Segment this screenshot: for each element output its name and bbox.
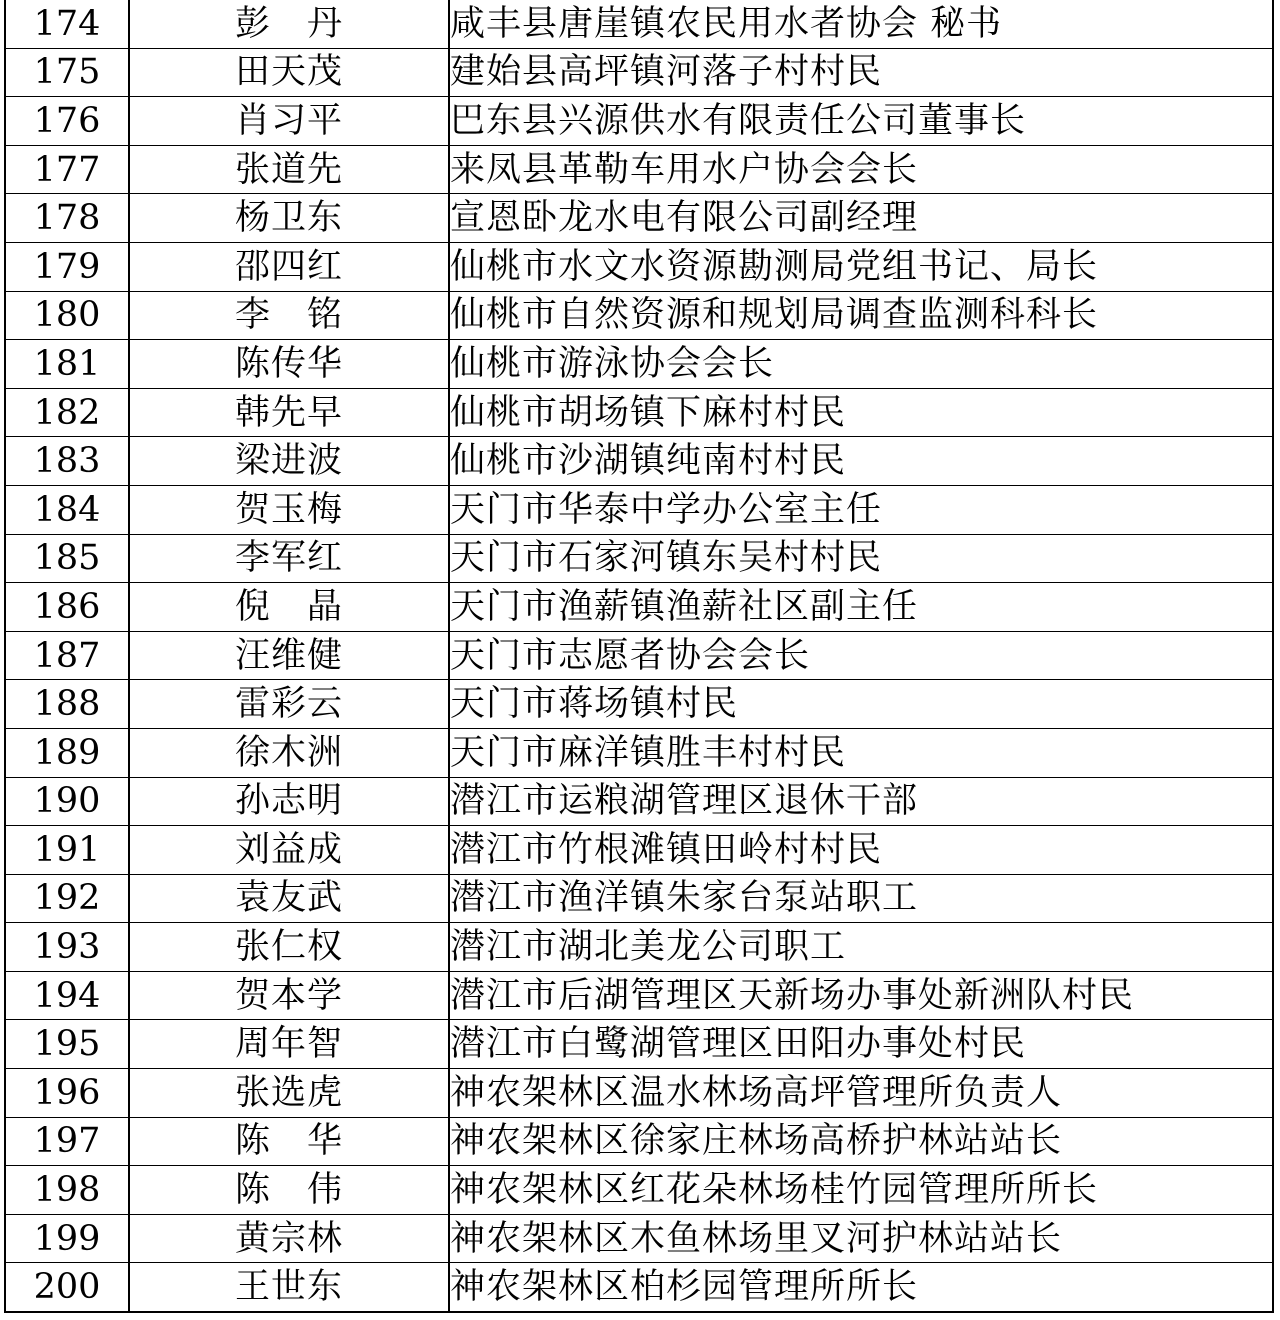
table-row — [5, 534, 1273, 583]
person-name: 孙志明 — [129, 777, 449, 826]
row-number: 179 — [5, 242, 129, 291]
row-number: 190 — [5, 777, 129, 826]
row-number: 181 — [5, 340, 129, 389]
row-number: 183 — [5, 437, 129, 486]
organization-title: 建始县高坪镇河落子村村民 — [449, 48, 1273, 97]
table-row — [5, 1166, 1273, 1215]
person-name: 袁友武 — [129, 874, 449, 923]
table-row — [5, 388, 1273, 437]
table-row — [5, 680, 1273, 729]
organization-title: 神农架林区红花朵林场桂竹园管理所所长 — [449, 1166, 1273, 1215]
organization-title: 潜江市白鹭湖管理区田阳办事处村民 — [449, 1020, 1273, 1069]
person-name: 倪 晶 — [129, 583, 449, 632]
row-number: 186 — [5, 583, 129, 632]
table-row — [5, 48, 1273, 97]
table-row — [5, 1263, 1273, 1312]
table-row — [5, 874, 1273, 923]
organization-title: 神农架林区温水林场高坪管理所负责人 — [449, 1069, 1273, 1118]
person-name: 陈 华 — [129, 1117, 449, 1166]
person-name: 肖习平 — [129, 97, 449, 146]
table-row — [5, 1117, 1273, 1166]
table-row — [5, 0, 1273, 48]
organization-title: 天门市蒋场镇村民 — [449, 680, 1273, 729]
organization-title: 天门市麻洋镇胜丰村村民 — [449, 728, 1273, 777]
row-number: 199 — [5, 1214, 129, 1263]
row-number: 184 — [5, 485, 129, 534]
table-row — [5, 1069, 1273, 1118]
table-row — [5, 291, 1273, 340]
organization-title: 巴东县兴源供水有限责任公司董事长 — [449, 97, 1273, 146]
table-row — [5, 437, 1273, 486]
organization-title: 潜江市湖北美龙公司职工 — [449, 923, 1273, 972]
table-row — [5, 485, 1273, 534]
organization-title: 宣恩卧龙水电有限公司副经理 — [449, 194, 1273, 243]
person-name: 张选虎 — [129, 1069, 449, 1118]
person-name: 贺本学 — [129, 971, 449, 1020]
organization-title: 神农架林区徐家庄林场高桥护林站站长 — [449, 1117, 1273, 1166]
table-row — [5, 826, 1273, 875]
organization-title: 潜江市运粮湖管理区退休干部 — [449, 777, 1273, 826]
organization-title: 来凤县革勒车用水户协会会长 — [449, 145, 1273, 194]
table-row — [5, 97, 1273, 146]
person-name: 张道先 — [129, 145, 449, 194]
table-row — [5, 971, 1273, 1020]
organization-title: 仙桃市水文水资源勘测局党组书记、局长 — [449, 242, 1273, 291]
table-row — [5, 194, 1273, 243]
row-number: 176 — [5, 97, 129, 146]
table-row — [5, 777, 1273, 826]
row-number: 180 — [5, 291, 129, 340]
organization-title: 天门市华泰中学办公室主任 — [449, 485, 1273, 534]
row-number: 177 — [5, 145, 129, 194]
row-number: 196 — [5, 1069, 129, 1118]
person-name: 汪维健 — [129, 631, 449, 680]
person-name: 徐木洲 — [129, 728, 449, 777]
row-number: 197 — [5, 1117, 129, 1166]
person-name: 李军红 — [129, 534, 449, 583]
row-number: 194 — [5, 971, 129, 1020]
organization-title: 天门市志愿者协会会长 — [449, 631, 1273, 680]
row-number: 191 — [5, 826, 129, 875]
row-number: 174 — [5, 0, 129, 48]
roster-sheet — [4, 0, 1272, 1313]
organization-title: 天门市渔薪镇渔薪社区副主任 — [449, 583, 1273, 632]
row-number: 189 — [5, 728, 129, 777]
organization-title: 仙桃市游泳协会会长 — [449, 340, 1273, 389]
person-name: 陈传华 — [129, 340, 449, 389]
row-number: 195 — [5, 1020, 129, 1069]
person-name: 王世东 — [129, 1263, 449, 1312]
organization-title: 仙桃市胡场镇下麻村村民 — [449, 388, 1273, 437]
person-name: 雷彩云 — [129, 680, 449, 729]
row-number: 185 — [5, 534, 129, 583]
table-row — [5, 1214, 1273, 1263]
person-name: 周年智 — [129, 1020, 449, 1069]
organization-title: 潜江市后湖管理区天新场办事处新洲队村民 — [449, 971, 1273, 1020]
table-row — [5, 1020, 1273, 1069]
row-number: 192 — [5, 874, 129, 923]
organization-title: 神农架林区柏杉园管理所所长 — [449, 1263, 1273, 1312]
table-row — [5, 340, 1273, 389]
row-number: 187 — [5, 631, 129, 680]
table-row — [5, 583, 1273, 632]
person-name: 杨卫东 — [129, 194, 449, 243]
row-number: 182 — [5, 388, 129, 437]
person-name: 陈 伟 — [129, 1166, 449, 1215]
person-name: 田天茂 — [129, 48, 449, 97]
person-name: 贺玉梅 — [129, 485, 449, 534]
person-name: 黄宗林 — [129, 1214, 449, 1263]
person-name: 刘益成 — [129, 826, 449, 875]
row-number: 200 — [5, 1263, 129, 1312]
table-row — [5, 923, 1273, 972]
organization-title: 仙桃市自然资源和规划局调查监测科科长 — [449, 291, 1273, 340]
person-name: 邵四红 — [129, 242, 449, 291]
row-number: 188 — [5, 680, 129, 729]
roster-table — [4, 0, 1274, 1313]
person-name: 彭 丹 — [129, 0, 449, 48]
table-row — [5, 631, 1273, 680]
person-name: 李 铭 — [129, 291, 449, 340]
row-number: 198 — [5, 1166, 129, 1215]
organization-title: 潜江市渔洋镇朱家台泵站职工 — [449, 874, 1273, 923]
person-name: 张仁权 — [129, 923, 449, 972]
table-row — [5, 728, 1273, 777]
person-name: 梁进波 — [129, 437, 449, 486]
person-name: 韩先早 — [129, 388, 449, 437]
organization-title: 仙桃市沙湖镇纯南村村民 — [449, 437, 1273, 486]
row-number: 193 — [5, 923, 129, 972]
table-row — [5, 145, 1273, 194]
table-row — [5, 242, 1273, 291]
row-number: 175 — [5, 48, 129, 97]
row-number: 178 — [5, 194, 129, 243]
organization-title: 天门市石家河镇东吴村村民 — [449, 534, 1273, 583]
organization-title: 神农架林区木鱼林场里叉河护林站站长 — [449, 1214, 1273, 1263]
organization-title: 咸丰县唐崖镇农民用水者协会 秘书 — [449, 0, 1273, 48]
organization-title: 潜江市竹根滩镇田岭村村民 — [449, 826, 1273, 875]
roster-body — [5, 0, 1273, 1312]
